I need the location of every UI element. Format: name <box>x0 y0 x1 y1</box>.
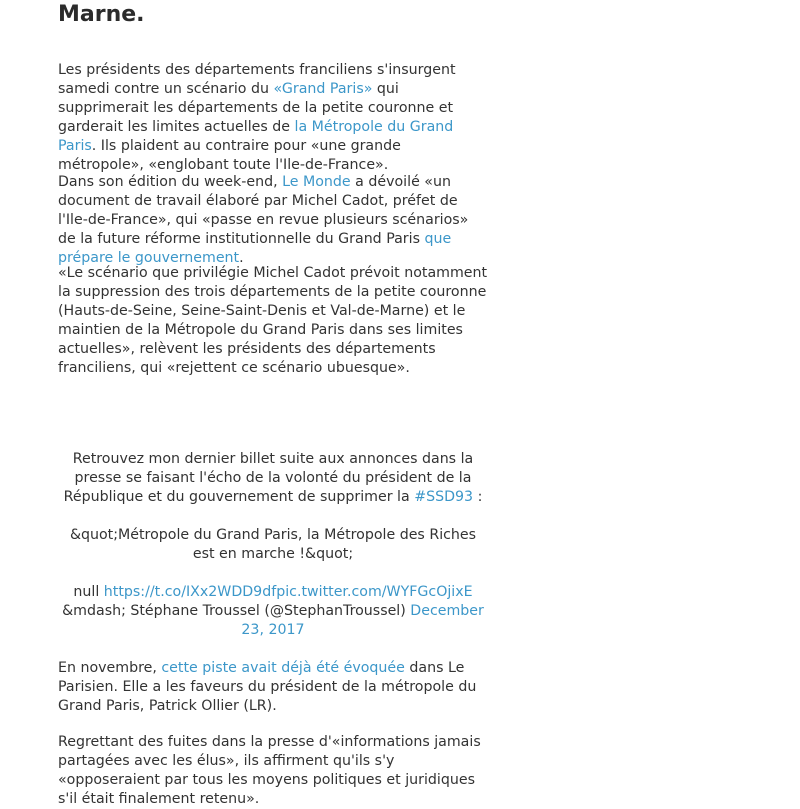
paragraph-1 <box>58 61 488 175</box>
paragraph-3: «Le scénario que privilégie Michel Cadot prévoit notamment la suppression des trois départements de la petite couronne (Hauts-de-Seine, Seine-Saint-Denis et Val-de-Marne) et le maintien de la Métropole du Grand Paris dans ses limites actuelles», relèvent les présidents des départements franciliens, qui «rejettent ce scénario ubuesque». <box>58 265 488 376</box>
hashtag-link[interactable]: #SSD93 <box>414 489 474 505</box>
link-le-monde[interactable]: Le Monde <box>282 174 351 190</box>
text: dans Le Parisien. Elle a les faveurs du président de la métropole du Grand Paris, Patrick Ollier (LR). <box>58 660 477 714</box>
tweet-quote: &quot;Métropole du Grand Paris, la Métropole des Riches est en marche !&quot; <box>69 527 477 562</box>
paragraph-5: Regrettant des fuites dans la presse d'«informations jamais partagées avec les élus», ils affirment qu'ils s'y «opposeraient par tous les moyens politiques et juridiques s'il était finalement retenu». <box>58 734 481 807</box>
text: En novembre, <box>58 660 162 676</box>
section-heading: Marne. <box>58 2 145 27</box>
text: . Ils plaident au contraire pour «une grande métropole», «englobant toute l'Ile-de-France». <box>58 138 401 173</box>
text: a dévoilé «un document de travail élaboré par Michel Cadot, préfet de l'Ile-de-France», qui «passe en revue plusieurs scénarios» de la future réforme institutionnelle du Grand Paris <box>58 174 469 247</box>
link-grand-paris[interactable]: «Grand Paris» <box>273 81 373 97</box>
paragraph-4 <box>58 659 488 716</box>
link-gouvernement[interactable]: que prépare le gouvernement <box>58 231 452 266</box>
paragraph-2 <box>58 173 488 268</box>
null-text: null <box>73 584 104 600</box>
text: . <box>239 250 244 266</box>
tweet-text <box>58 450 488 507</box>
link-piste-evoquee[interactable]: cette piste avait déjà été évoquée <box>161 660 405 676</box>
text: Retrouvez mon dernier billet suite aux annonces dans la presse se faisant l'écho de la volonté du président de la République et du gouvernement de supprimer la <box>63 451 474 505</box>
text: : <box>473 489 483 505</box>
tweet-date-link[interactable]: December 23, 2017 <box>241 603 484 638</box>
text: Dans son édition du week-end, <box>58 174 283 190</box>
tweet-link[interactable]: https://t.co/IXx2WDD9dfpic.twitter.com/WYFGcOjixE <box>103 584 473 600</box>
text: qui supprimerait les départements de la petite couronne et garderait les limites actuelles de <box>58 81 454 135</box>
text: Les présidents des départements franciliens s'insurgent samedi contre un scénario du <box>58 62 456 97</box>
tweet-footer <box>58 583 488 640</box>
link-metropole-grand-paris[interactable]: la Métropole du Grand Paris <box>58 119 454 154</box>
tweet-author: &mdash; Stéphane Troussel (@StephanTroussel) <box>62 603 411 619</box>
